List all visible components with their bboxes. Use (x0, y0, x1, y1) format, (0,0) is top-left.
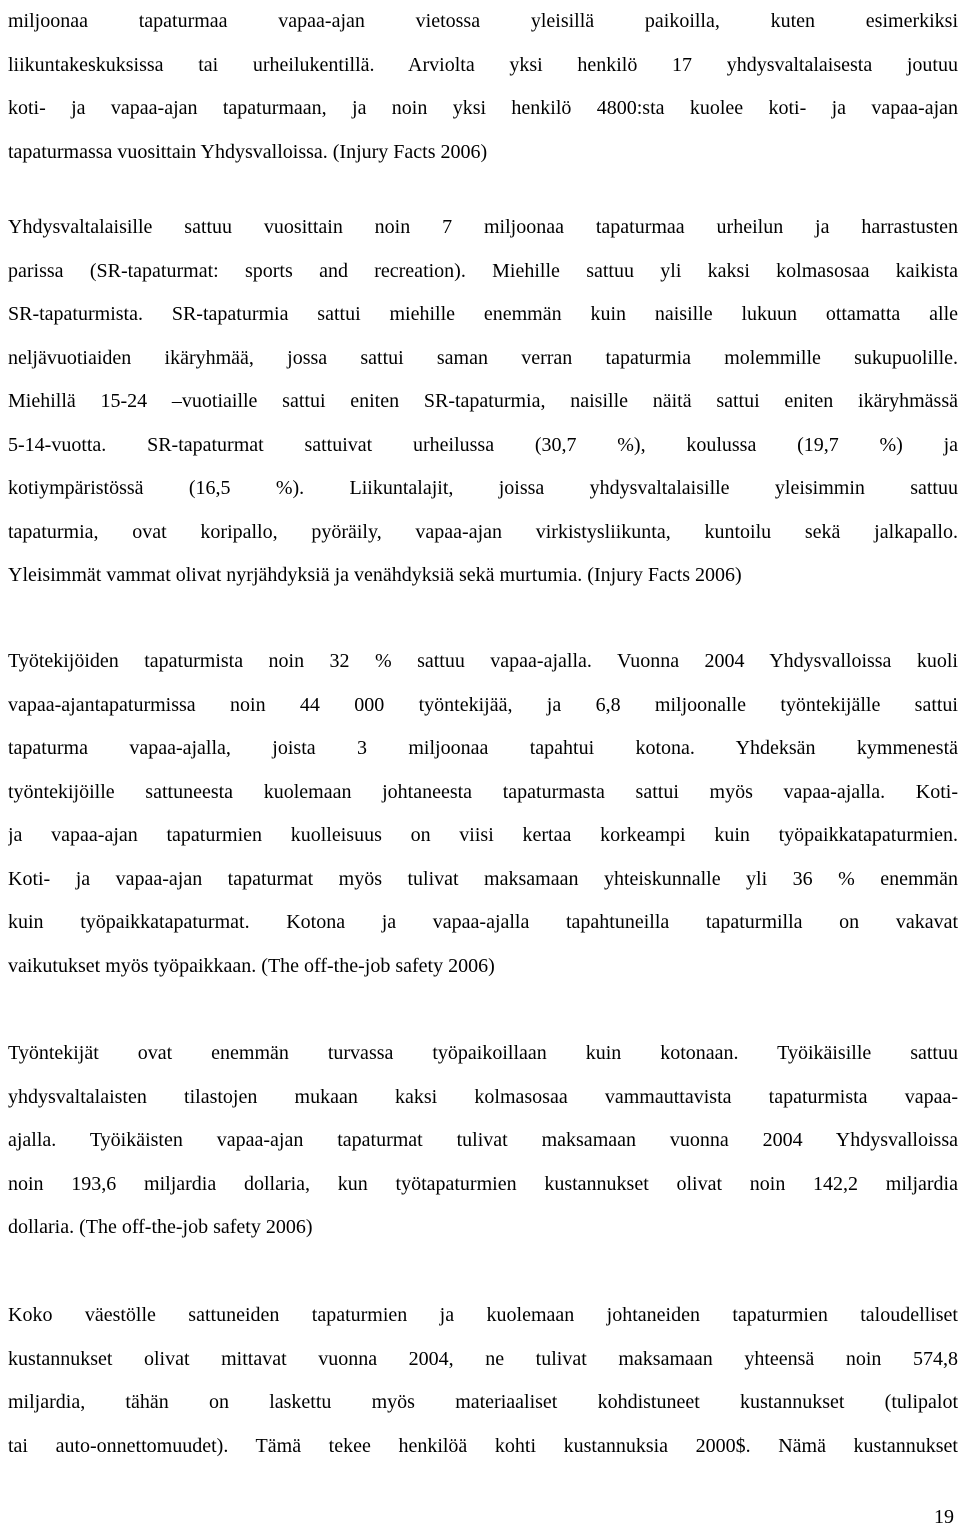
text-line: kuin työpaikkatapaturmat. Kotona ja vapaa-ajalla tapahtuneilla tapaturmilla on vakavat (8, 911, 958, 933)
text-line: dollaria. (The off-the-job safety 2006) (8, 1216, 313, 1238)
text-line: kotiympäristössä (16,5 %). Liikuntalajit, joissa yhdysvaltalaisille yleisimmin sattuu (8, 477, 958, 499)
text-line: Koti- ja vapaa-ajan tapaturmat myös tulivat maksamaan yhteiskunnalle yli 36 % enemmän (8, 867, 958, 890)
paragraph-sports-recreation (8, 206, 958, 598)
text-line: neljävuotiaiden ikäryhmää, jossa sattui saman verran tapaturmia molemmille sukupuolille. (8, 346, 958, 369)
text-line: kustannukset olivat mittavat vuonna 2004, ne tulivat maksamaan yhteensä noin 574,8 (8, 1347, 958, 1370)
text-line: yhdysvaltalaisten tilastojen mukaan kaksi kolmasosaa vammauttavista tapaturmista vapaa- (8, 1085, 958, 1108)
text-line: tapaturma vapaa-ajalla, joista 3 miljoonaa tapahtui kotona. Yhdeksän kymmenestä (8, 737, 958, 759)
text-line: ja vapaa-ajan tapaturmien kuolleisuus on viisi kertaa korkeampi kuin työpaikkatapaturmien. (8, 824, 958, 846)
text-line: Yhdysvaltalaisille sattuu vuosittain noin 7 miljoonaa tapaturmaa urheilun ja harrastusten (8, 216, 958, 238)
text-line: työntekijöille sattuneesta kuolemaan johtaneesta tapaturmasta sattui myös vapaa-ajalla. Koti- (8, 780, 958, 803)
text-line: SR-tapaturmista. SR-tapaturmia sattui miehille enemmän kuin naisille lukuun ottamatta alle (8, 303, 958, 325)
page-number: 19 (934, 1506, 954, 1528)
text-line: liikuntakeskuksissa tai urheilukentillä. Arviolta yksi henkilö 17 yhdysvaltalaisesta joutuu (8, 53, 958, 76)
text-line: Työtekijöiden tapaturmista noin 32 % sattuu vapaa-ajalla. Vuonna 2004 Yhdysvalloissa kuoli (8, 650, 958, 672)
text-line: Miehillä 15-24 –vuotiaille sattui eniten SR-tapaturmia, naisille näitä sattui eniten ikäryhmässä (8, 390, 958, 412)
text-line: miljoonaa tapaturmaa vapaa-ajan vietossa yleisillä paikoilla, kuten esimerkiksi (8, 10, 958, 32)
text-line: tapaturmassa vuosittain Yhdysvalloissa. (Injury Facts 2006) (8, 140, 488, 163)
text-line: 5-14-vuotta. SR-tapaturmat sattuivat urheilussa (30,7 %), koulussa (19,7 %) ja (8, 433, 958, 456)
text-line: tapaturmia, ovat koripallo, pyöräily, vapaa-ajan virkistysliikunta, kuntoilu sekä jalkapallo. (8, 520, 958, 543)
text-line: Työntekijät ovat enemmän turvassa työpaikoillaan kuin kotonaan. Työikäisille sattuu (8, 1042, 958, 1064)
text-line: tai auto-onnettomuudet). Tämä tekee henkilöä kohti kustannuksia 2000$. Nämä kustannukset (8, 1434, 958, 1457)
paragraph-home-leisure-accidents (8, 0, 958, 174)
text-line: Koko väestölle sattuneiden tapaturmien ja kuolemaan johtaneiden tapaturmien taloudelliset (8, 1304, 958, 1326)
paragraph-worker-leisure-accidents (8, 640, 958, 988)
text-line: miljardia, tähän on laskettu myös materiaaliset kohdistuneet kustannukset (tulipalot (8, 1391, 958, 1413)
text-line: vapaa-ajantapaturmissa noin 44 000 työntekijää, ja 6,8 miljoonalle työntekijälle sattui (8, 693, 958, 716)
text-line: parissa (SR-tapaturmat: sports and recreation). Miehille sattuu yli kaksi kolmasosaa kaikista (8, 259, 958, 282)
text-line: ajalla. Työikäisten vapaa-ajan tapaturmat tulivat maksamaan vuonna 2004 Yhdysvalloissa (8, 1129, 958, 1151)
paragraph-economic-costs (8, 1294, 958, 1468)
text-line: koti- ja vapaa-ajan tapaturmaan, ja noin yksi henkilö 4800:sta kuolee koti- ja vapaa-ajan (8, 97, 958, 119)
text-line: noin 193,6 miljardia dollaria, kun työtapaturmien kustannukset olivat noin 142,2 miljardia (8, 1172, 958, 1195)
text-line: vaikutukset myös työpaikkaan. (The off-the-job safety 2006) (8, 954, 495, 977)
text-line: Yleisimmät vammat olivat nyrjähdyksiä ja venähdyksiä sekä murtumia. (Injury Facts 2006) (8, 564, 742, 586)
paragraph-workplace-safety (8, 1032, 958, 1250)
